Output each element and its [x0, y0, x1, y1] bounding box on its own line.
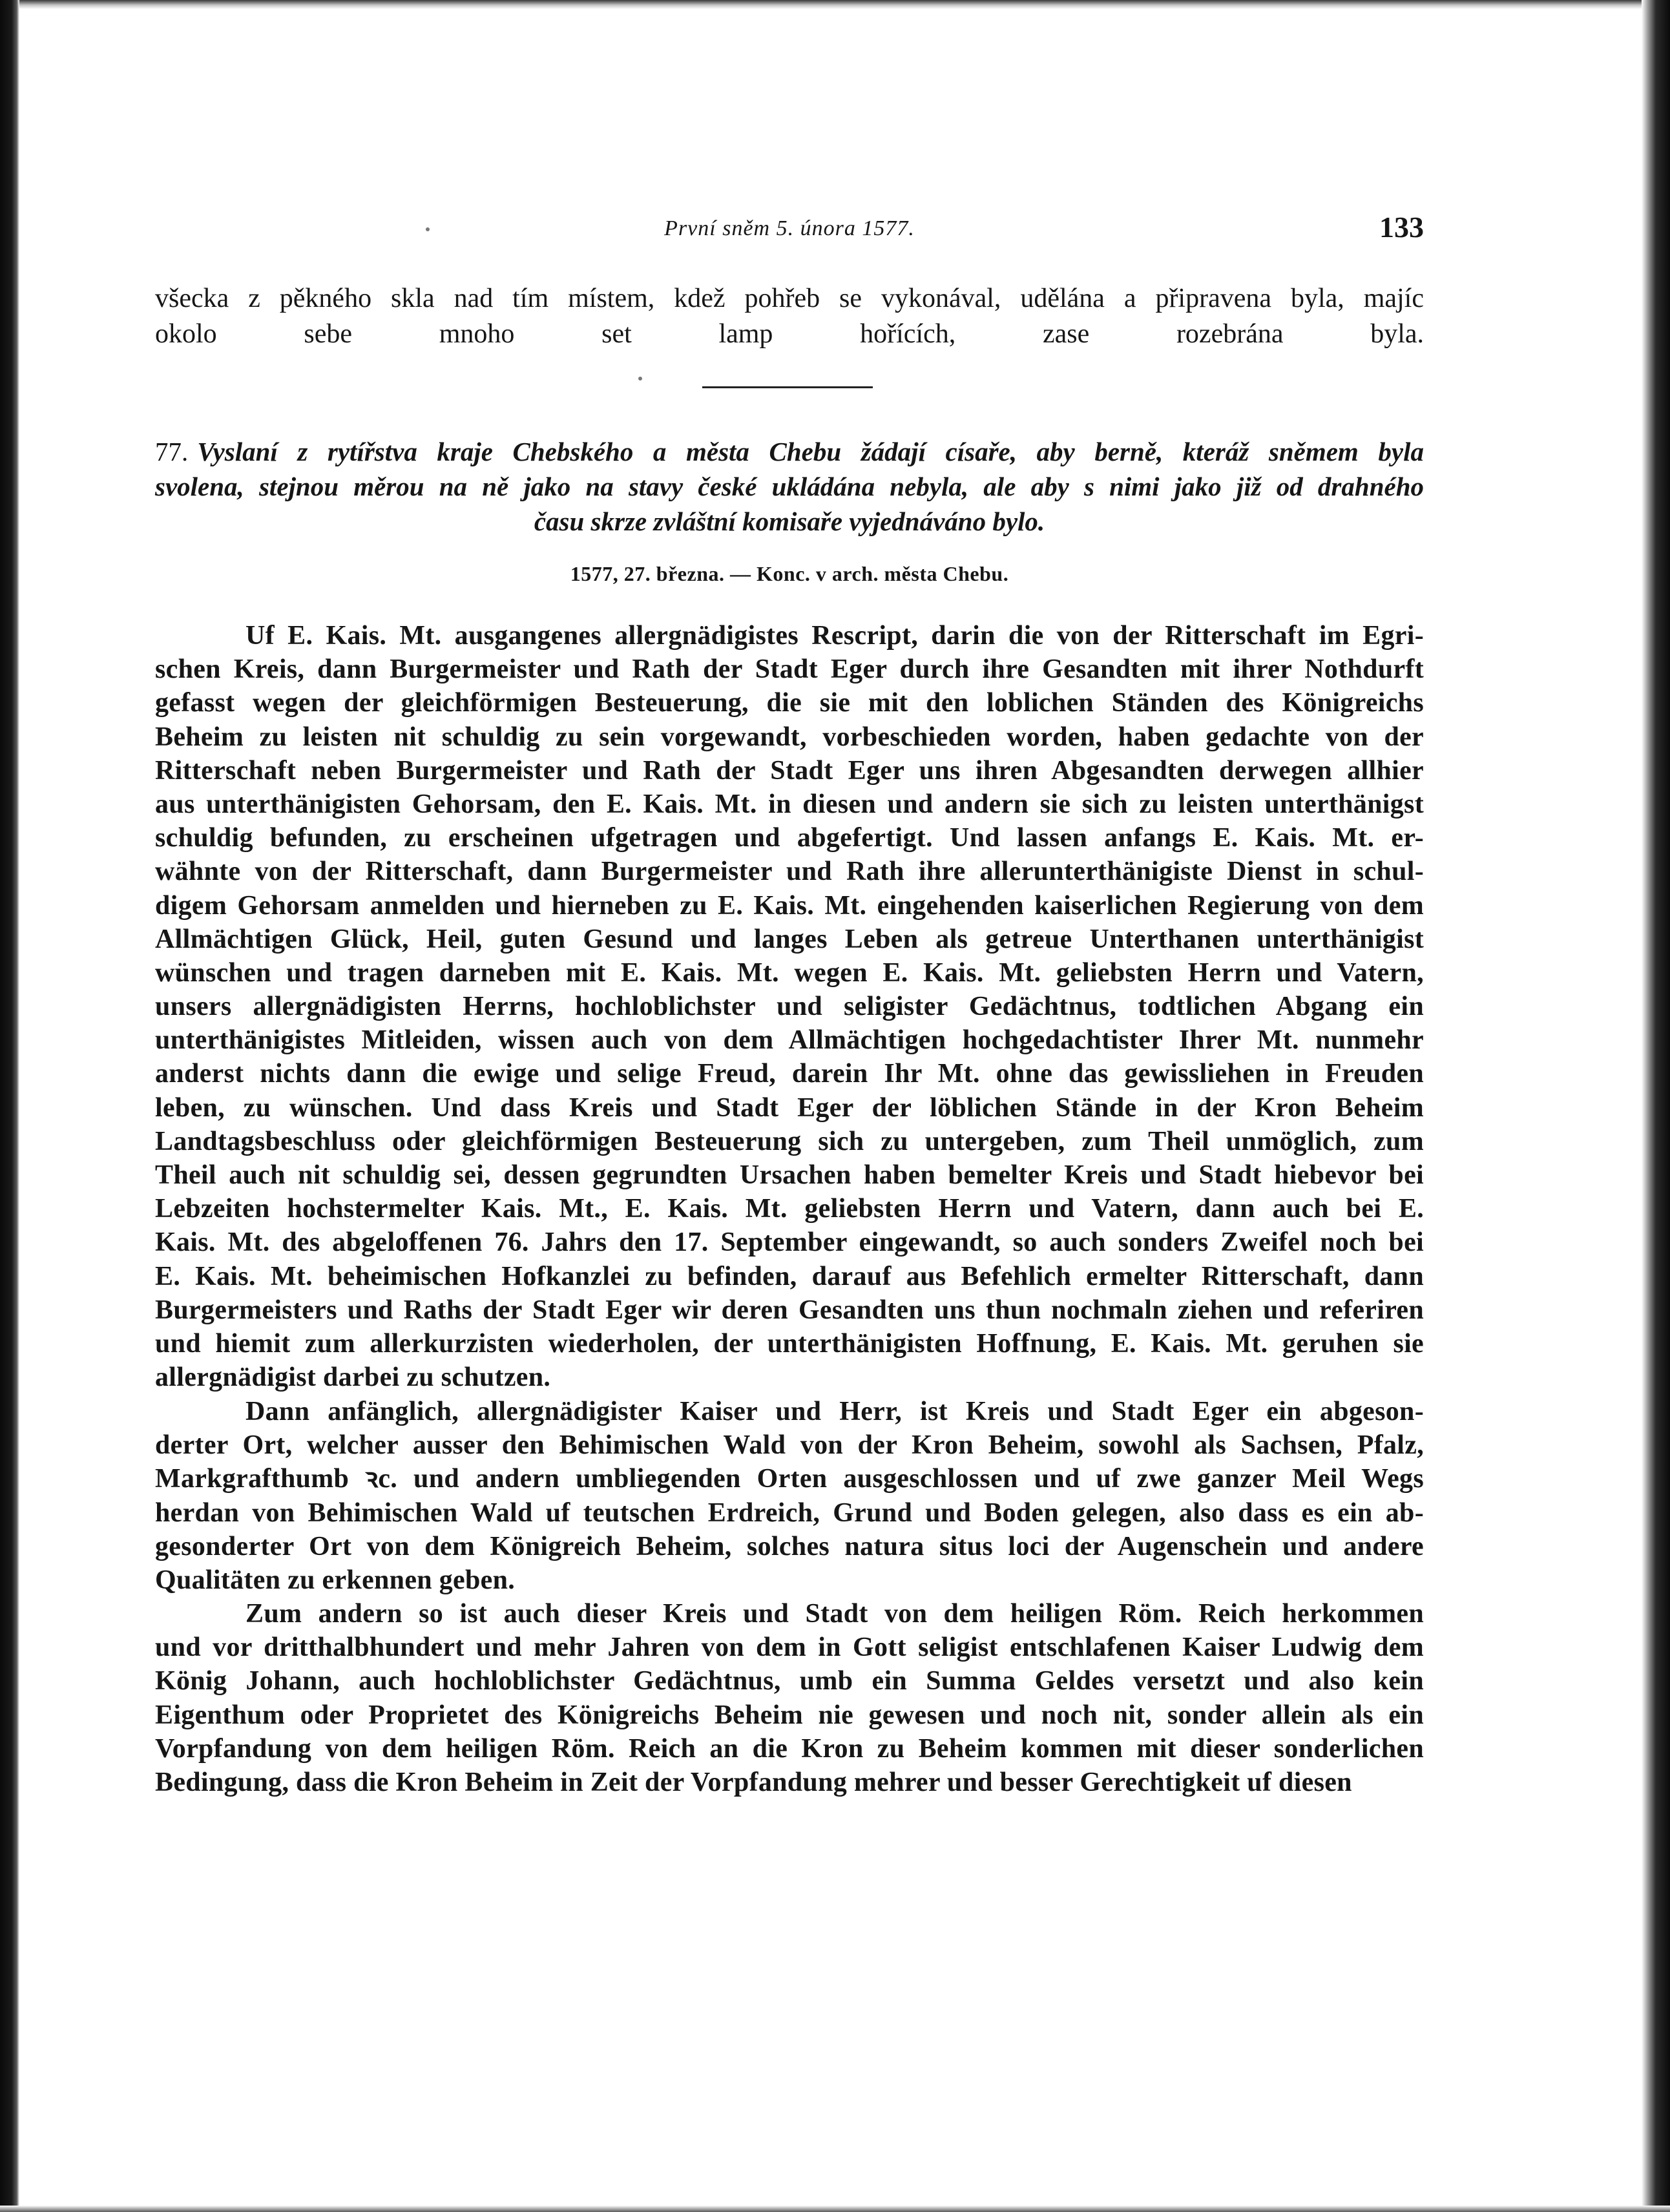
- text-line: allergnädigist darbei zu schutzen.: [155, 1362, 551, 1393]
- text-line: okolo sebe mnoho set lamp hořících, zase rozebrána byla.: [155, 319, 1424, 349]
- text-line: aus unterthänigisten Gehorsam, den E. Kais. Mt. in diesen und andern sie sich zu leisten unterthänigst: [155, 789, 1424, 819]
- document-number: 77.: [155, 437, 189, 466]
- text-line: Landtagsbeschluss oder gleichförmigen Besteuerung sich zu untergeben, zum Theil unmöglich, zum: [155, 1126, 1424, 1156]
- body-paragraph-3: [155, 1597, 1424, 1799]
- text-line: und vor dritthalbhundert und mehr Jahren von dem in Gott seligist entschlafenen Kaiser Ludwig dem: [155, 1633, 1424, 1663]
- text-line: Bedingung, dass die Kron Beheim in Zeit der Vorpfandung mehrer und besser Gerechtigkeit uf diesen: [155, 1767, 1352, 1797]
- text-line: derter Ort, welcher ausser den Behimischen Wald von der Kron Beheim, sowohl als Sachsen, Pfalz,: [155, 1430, 1424, 1461]
- text-line: digem Gehorsam anmelden und hierneben zu E. Kais. Mt. eingehenden kaiserlichen Regierung von dem: [155, 890, 1424, 921]
- text-line: Lebzeiten hochstermelter Kais. Mt., E. Kais. Mt. geliebsten Herrn und Vatern, dann auch bei E.: [155, 1194, 1424, 1224]
- text-line: herdan von Behimischen Wald uf teutschen Erdreich, Grund und Boden gelegen, also dass es ein ab-: [155, 1497, 1424, 1528]
- text-line: schuldig befunden, zu erscheinen ufgetragen und abgefertigt. Und lassen anfangs E. Kais. Mt. er-: [155, 823, 1424, 853]
- text-line: schen Kreis, dann Burgermeister und Rath der Stadt Eger durch ihre Gesandten mit ihrer Nothdurft: [155, 654, 1424, 685]
- page-number: 133: [1379, 211, 1424, 244]
- heading-line-1: [155, 434, 1424, 469]
- page-header: [155, 210, 1424, 249]
- text-line: gefasst wegen der gleichförmigen Besteuerung, die sie mit den loblichen Ständen des Königreichs: [155, 688, 1424, 718]
- text-line: Vorpfandung von dem heiligen Röm. Reich an die Kron zu Beheim kommen mit dieser sonderlichen: [155, 1733, 1424, 1764]
- text-line: Beheim zu leisten nit schuldig zu sein vorgewandt, vorbeschieden worden, haben gedachte von der: [155, 722, 1424, 752]
- body-paragraph-2: [155, 1395, 1424, 1597]
- body-paragraph-1: [155, 619, 1424, 1394]
- text-line: Kais. Mt. des abgeloffenen 76. Jahrs den 17. September eingewandt, so auch sonders Zweifel noch bei: [155, 1227, 1424, 1258]
- text-line: Dann anfänglich, allergnädigister Kaiser und Herr, ist Kreis und Stadt Eger ein abgeson-: [245, 1397, 1424, 1426]
- running-title: První sněm 5. února 1577.: [664, 216, 915, 240]
- heading-text: Vyslaní z rytířstva kraje Chebského a města Chebu žádají císaře, aby berně, kteráž sněmem byla: [197, 437, 1424, 466]
- text-line: und hiemit zum allerkurzisten wiederholen, der unterthänigisten Hoffnung, E. Kais. Mt. geruhen sie: [155, 1328, 1424, 1359]
- text-line: Allmächtigen Glück, Heil, guten Gesund und langes Leben als getreue Unterthanen unterthänigist: [155, 924, 1424, 954]
- document-source: 1577, 27. března. — Konc. v arch. města Chebu.: [570, 562, 1009, 585]
- czech-paragraph: [155, 281, 1424, 352]
- text-line: E. Kais. Mt. beheimischen Hofkanzlei zu befinden, darauf aus Befehlich ermelter Ritterschaft, dann: [155, 1261, 1424, 1291]
- heading-line-2: svolena, stejnou měrou na ně jako na stavy české ukládána nebyla, ale aby s nimi jako již od drahného: [155, 472, 1424, 501]
- text-line: Burgermeisters und Raths der Stadt Eger wir deren Gesandten uns thun nochmaln ziehen und referiren: [155, 1295, 1424, 1325]
- scan-edge-bottom: [0, 2206, 1670, 2212]
- scan-edge-top: [0, 0, 1670, 9]
- text-line: anderst nichts dann die ewige und selige Freud, darein Ihr Mt. ohne das gewissliehen in Freuden: [155, 1059, 1424, 1089]
- text-line: unsers allergnädigisten Herrns, hochloblichster und seligister Gedächtnus, todtlichen Abgang ein: [155, 992, 1424, 1022]
- text-line: unterthänigistes Mitleiden, wissen auch von dem Allmächtigen hochgedachtister Ihrer Mt. nunmehr: [155, 1025, 1424, 1056]
- text-line: wähnte von der Ritterschaft, dann Burgermeister und Rath ihre allerunterthänigiste Dienst in schul-: [155, 857, 1424, 887]
- text-line: leben, zu wünschen. Und dass Kreis und Stadt Eger der löblichen Stände in der Kron Beheim: [155, 1092, 1424, 1123]
- text-line: Markgrafthumb ꝛc. und andern umbliegenden Orten ausgeschlossen und uf zwe ganzer Meil Wegs: [155, 1464, 1424, 1494]
- text-line: wünschen und tragen darneben mit E. Kais. Mt. wegen E. Kais. Mt. geliebsten Herrn und Vatern,: [155, 957, 1424, 988]
- text-line: König Johann, auch hochloblichster Gedächtnus, umb ein Summa Geldes versetzt und also kein: [155, 1666, 1424, 1696]
- heading-line-3: času skrze zvláštní komisaře vyjednáváno bylo.: [534, 506, 1045, 536]
- scan-edge-right: [1642, 0, 1670, 2212]
- document-heading: [155, 434, 1424, 539]
- text-line: Zum andern so ist auch dieser Kreis und Stadt von dem heiligen Röm. Reich herkommen: [245, 1599, 1424, 1629]
- section-divider: [702, 386, 873, 388]
- text-line: Eigenthum oder Proprietet des Königreichs Beheim nie gewesen und noch nit, sonder allein als ein: [155, 1700, 1424, 1730]
- text-line: Qualitäten zu erkennen geben.: [155, 1565, 516, 1595]
- text-line: Theil auch nit schuldig sei, dessen gegrundten Ursachen haben bemelter Kreis und Stadt hiebevor bei: [155, 1160, 1424, 1190]
- scan-edge-left: [0, 0, 19, 2212]
- text-line: Ritterschaft neben Burgermeister und Rath der Stadt Eger uns ihren Abgesandten derwegen allhier: [155, 755, 1424, 786]
- text-line: Uf E. Kais. Mt. ausgangenes allergnädigistes Rescript, darin die von der Ritterschaft im Egri-: [245, 621, 1424, 651]
- scan-speck: [638, 377, 642, 381]
- text-line: gesonderter Ort von dem Königreich Beheim, solches natura situs loci der Augenschein und andere: [155, 1531, 1424, 1561]
- text-line: všecka z pěkného skla nad tím místem, kdež pohřeb se vykonával, udělána a připravena byla, majíc: [155, 284, 1424, 313]
